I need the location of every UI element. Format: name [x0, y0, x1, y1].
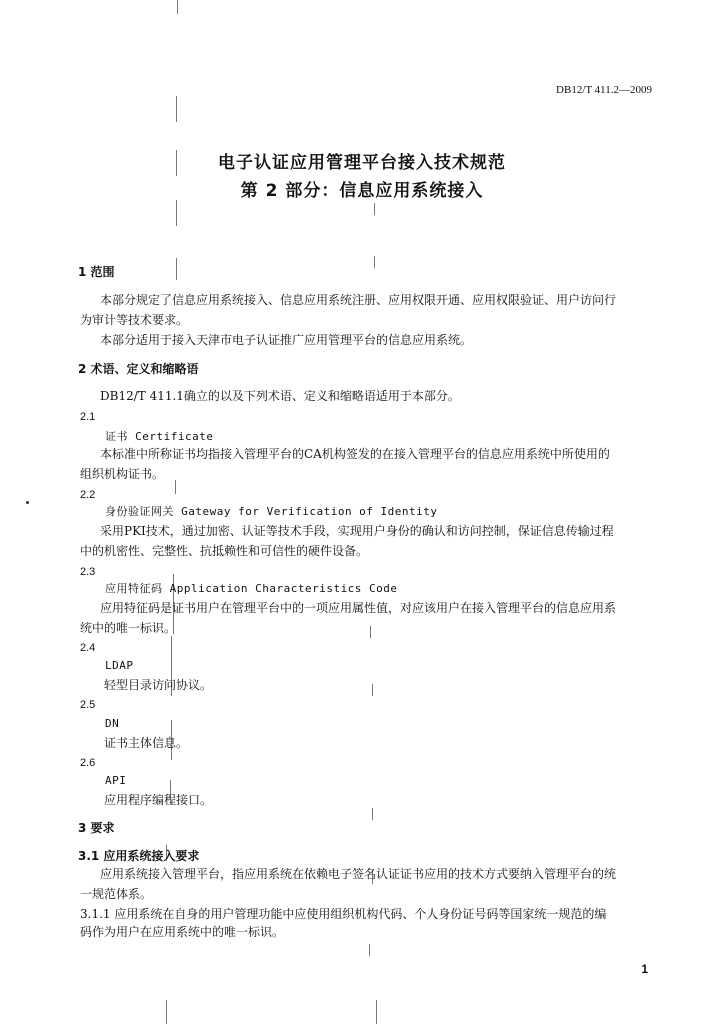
- scan-line: [175, 480, 176, 494]
- term-number: 2.4: [80, 642, 96, 654]
- term-number: 2.2: [80, 489, 96, 501]
- scan-line: [370, 626, 371, 638]
- term-number: 2.1: [80, 411, 96, 423]
- subsection-heading-3-1: 3.1 应用系统接入要求: [78, 849, 200, 863]
- definition-line: 轻型目录访问协议。: [104, 678, 213, 692]
- page-number: 1: [641, 962, 648, 976]
- term-number: 2.3: [80, 566, 96, 578]
- definition-line: 应用程序编程接口。: [104, 793, 213, 807]
- section-heading-2: 2 术语、定义和缩略语: [78, 362, 199, 376]
- paragraph-line: DB12/T 411.1确立的以及下列术语、定义和缩略语适用于本部分。: [100, 389, 460, 403]
- paragraph-line: 为审计等技术要求。: [80, 313, 189, 327]
- scan-line: [166, 1000, 167, 1024]
- paragraph-line: 应用系统接入管理平台，指应用系统在依赖电子签名认证证书应用的技术方式要纳入管理平台的统: [100, 867, 617, 881]
- scan-line: [176, 200, 177, 226]
- scan-speck: [26, 501, 29, 504]
- term-title: 应用特征码 Application Characteristics Code: [105, 582, 398, 595]
- paragraph-line: 一规范体系。: [80, 887, 153, 901]
- term-title: 身份验证网关 Gateway for Verification of Identity: [105, 505, 438, 518]
- term-title: API: [105, 774, 127, 787]
- scan-line: [176, 96, 177, 122]
- term-number: 2.5: [80, 699, 96, 711]
- definition-line: 证书主体信息。: [104, 736, 189, 750]
- scan-line: [376, 1000, 377, 1024]
- definition-line: 统中的唯一标识。: [80, 621, 177, 635]
- scan-line: [374, 256, 375, 268]
- term-title: LDAP: [105, 659, 134, 672]
- title-sub: 第 2 部分：信息应用系统接入: [240, 181, 484, 201]
- scan-line: [176, 258, 177, 280]
- scan-line: [177, 0, 178, 14]
- section-heading-3: 3 要求: [78, 821, 115, 835]
- paragraph-line: 本部分适用于接入天津市电子认证推广应用管理平台的信息应用系统。: [100, 333, 473, 347]
- definition-line: 本标准中所称证书均指接入管理平台的CA机构签发的在接入管理平台的信息应用系统中所使用的: [100, 447, 610, 461]
- term-title: 证书 Certificate: [105, 430, 214, 443]
- paragraph-line: 3.1.1 应用系统在自身的用户管理功能中应使用组织机构代码、个人身份证号码等国家统一规范的编: [80, 907, 607, 921]
- definition-line: 中的机密性、完整性、抗抵赖性和可信性的硬件设备。: [80, 544, 369, 558]
- term-number: 2.6: [80, 757, 96, 769]
- definition-line: 应用特征码是证书用户在管理平台中的一项应用属性值，对应该用户在接入管理平台的信息应用系: [100, 601, 617, 615]
- scan-line: [374, 203, 375, 215]
- paragraph-line: 本部分规定了信息应用系统接入、信息应用系统注册、应用权限开通、应用权限验证、用户访问行: [100, 293, 617, 307]
- scan-line: [372, 684, 373, 696]
- term-title: DN: [105, 717, 120, 730]
- section-heading-1: 1 范围: [78, 265, 115, 279]
- document-code: DB12/T 411.2—2009: [556, 84, 652, 96]
- scan-line: [369, 944, 370, 956]
- paragraph-line: 码作为用户在应用系统中的唯一标识。: [80, 925, 285, 939]
- definition-line: 组织机构证书。: [80, 467, 165, 481]
- title-main: 电子认证应用管理平台接入技术规范: [218, 153, 506, 173]
- scan-line: [372, 808, 373, 820]
- definition-line: 采用PKI技术，通过加密、认证等技术手段，实现用户身份的确认和访问控制，保证信息传输过程: [100, 524, 614, 538]
